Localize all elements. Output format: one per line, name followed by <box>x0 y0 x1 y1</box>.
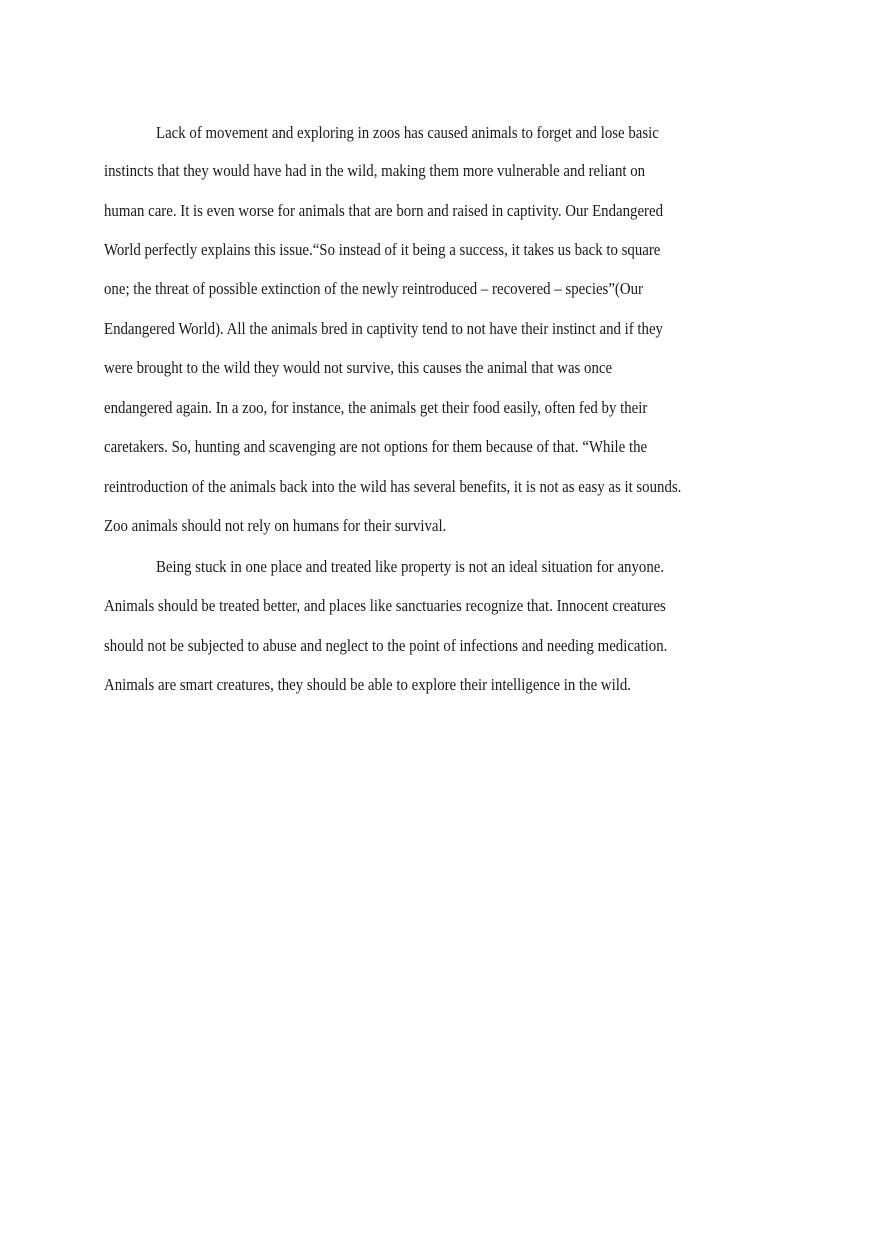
text-line: reintroduction of the animals back into the wild has several benefits, it is not as easy as it sounds. <box>104 477 682 496</box>
text-line: should not be subjected to abuse and neglect to the point of infections and needing medication. <box>104 636 668 655</box>
text-line: human care. It is even worse for animals that are born and raised in captivity. Our Endangered <box>104 201 664 220</box>
text-line: were brought to the wild they would not survive, this causes the animal that was once <box>104 358 613 377</box>
text-line: endangered again. In a zoo, for instance, the animals get their food easily, often fed by their <box>104 398 648 417</box>
text-line: Endangered World). All the animals bred in captivity tend to not have their instinct and if they <box>104 319 663 338</box>
text-line: Being stuck in one place and treated like property is not an ideal situation for anyone. <box>156 557 665 576</box>
text-line: World perfectly explains this issue.“So instead of it being a success, it takes us back to square <box>104 240 661 259</box>
text-line: Animals should be treated better, and places like sanctuaries recognize that. Innocent creatures <box>104 596 666 615</box>
text-line: Zoo animals should not rely on humans for their survival. <box>104 516 447 535</box>
text-line: Lack of movement and exploring in zoos has caused animals to forget and lose basic <box>156 123 659 142</box>
text-line: one; the threat of possible extinction of the newly reintroduced – recovered – species”(Our <box>104 279 643 298</box>
text-line: instincts that they would have had in the wild, making them more vulnerable and reliant on <box>104 161 646 180</box>
text-line: Animals are smart creatures, they should be able to explore their intelligence in the wild. <box>104 675 632 694</box>
text-line: caretakers. So, hunting and scavenging are not options for them because of that. “While the <box>104 437 648 456</box>
